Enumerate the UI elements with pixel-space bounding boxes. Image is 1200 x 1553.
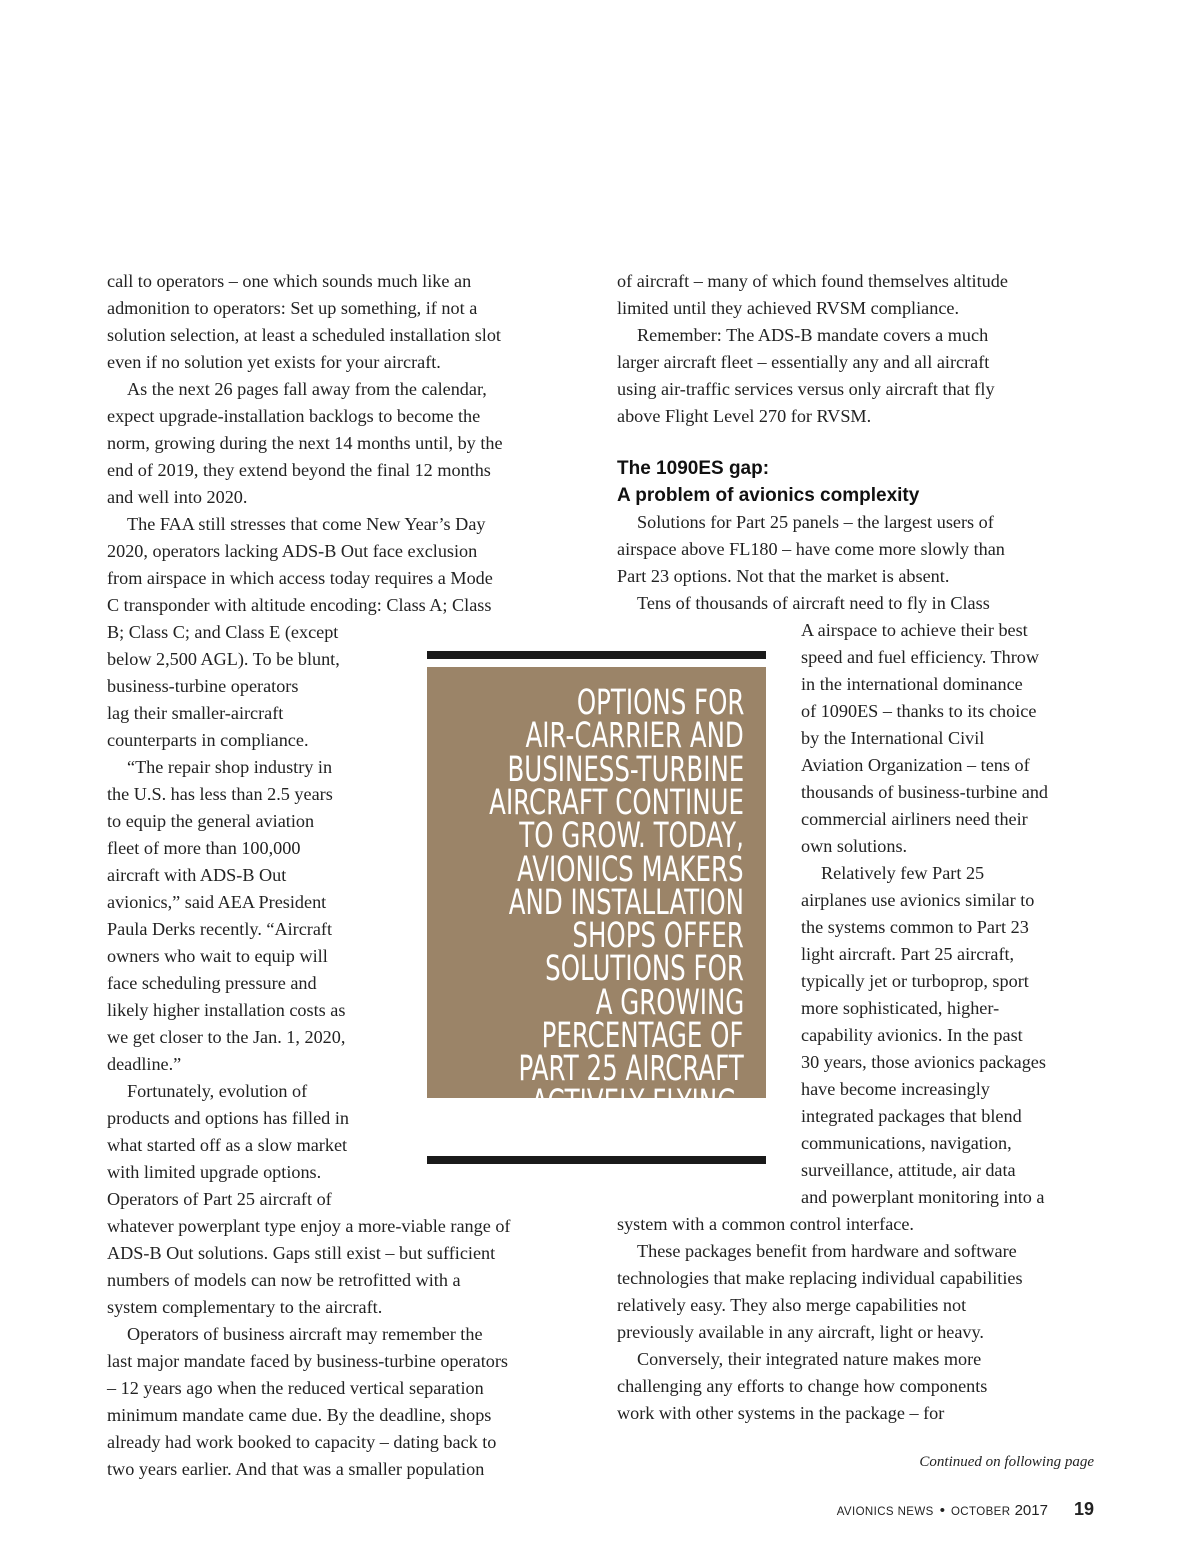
text-line: A airspace to achieve their best <box>801 620 1028 640</box>
text-line: Operators of Part 25 aircraft of <box>107 1189 332 1209</box>
text-line: minimum mandate came due. By the deadline, shops <box>107 1405 492 1425</box>
text-line: end of 2019, they extend beyond the final 12 months <box>107 460 491 480</box>
text-line: fleet of more than 100,000 <box>107 838 301 858</box>
text-line: B; Class C; and Class E (except <box>107 622 339 642</box>
text-line: As the next 26 pages fall away from the calendar, <box>127 379 487 399</box>
footer-separator: • <box>939 1502 945 1519</box>
text-line: system with a common control interface. <box>617 1214 914 1234</box>
text-line: we get closer to the Jan. 1, 2020, <box>107 1027 346 1047</box>
text-line: products and options has filled in <box>107 1108 349 1128</box>
text-line: likely higher installation costs as <box>107 1000 346 1020</box>
text-line: larger aircraft fleet – essentially any and all aircraft <box>617 352 990 372</box>
text-line: communications, navigation, <box>801 1133 1012 1153</box>
text-line: two years earlier. And that was a smaller population <box>107 1459 485 1479</box>
text-line: Operators of business aircraft may remember the <box>127 1324 483 1344</box>
text-line: Solutions for Part 25 panels – the largest users of <box>637 512 994 532</box>
text-line: solution selection, at least a scheduled installation slot <box>107 325 501 345</box>
text-line: the U.S. has less than 2.5 years <box>107 784 333 804</box>
text-line: and well into 2020. <box>107 487 248 507</box>
text-line: lag their smaller-aircraft <box>107 703 284 723</box>
text-line: of 1090ES – thanks to its choice <box>801 701 1037 721</box>
section-heading-line-2: A problem of avionics complexity <box>617 485 920 506</box>
footer-year: 2017 <box>1014 1502 1048 1519</box>
text-line: These packages benefit from hardware and software <box>637 1241 1017 1261</box>
text-line: deadline.” <box>107 1054 182 1074</box>
pull-quote-line: SOLUTIONS FOR <box>545 949 744 990</box>
text-line: norm, growing during the next 14 months until, by the <box>107 433 503 453</box>
text-line: more sophisticated, higher- <box>801 998 1000 1018</box>
text-line: challenging any efforts to change how components <box>617 1376 988 1396</box>
text-line: owners who wait to equip will <box>107 946 328 966</box>
text-line: have become increasingly <box>801 1079 990 1099</box>
pull-quote-line: TO GROW. TODAY, <box>519 816 744 857</box>
pull-quote-line: AND INSTALLATION <box>508 882 744 923</box>
text-line: limited until they achieved RVSM compliance. <box>617 298 960 318</box>
text-line: Part 23 options. Not that the market is absent. <box>617 566 950 586</box>
text-line: of aircraft – many of which found themselves altitude <box>617 271 1008 291</box>
text-line: airplanes use avionics similar to <box>801 890 1035 910</box>
pull-quote-line: PERCENTAGE OF <box>542 1016 744 1056</box>
text-line: to equip the general aviation <box>107 811 315 831</box>
text-line: with limited upgrade options. <box>107 1162 322 1182</box>
text-line: call to operators – one which sounds much like an <box>107 271 472 291</box>
pull-quote-line: PART 25 AIRCRAFT <box>518 1049 744 1090</box>
continued-note: Continued on following page <box>919 1454 1094 1470</box>
page-number: 19 <box>1073 1499 1094 1519</box>
text-line: Conversely, their integrated nature makes more <box>637 1349 982 1369</box>
text-line: surveillance, attitude, air data <box>801 1160 1016 1180</box>
pull-quote-line: AVIONICS MAKERS <box>517 849 744 890</box>
text-line: below 2,500 AGL). To be blunt, <box>107 649 340 669</box>
text-line: 30 years, those avionics packages <box>801 1052 1046 1072</box>
text-line: own solutions. <box>801 836 908 856</box>
text-line: The FAA still stresses that come New Year’s Day <box>127 514 486 534</box>
pull-quote <box>427 651 766 1164</box>
pull-quote-line: AIR-CARRIER AND <box>525 716 744 757</box>
text-line: light aircraft. Part 25 aircraft, <box>801 944 1015 964</box>
text-line: Relatively few Part 25 <box>821 863 985 883</box>
text-line: and powerplant monitoring into a <box>801 1187 1045 1207</box>
text-line: business-turbine operators <box>107 676 299 696</box>
text-line: what started off as a slow market <box>107 1135 348 1155</box>
text-line: 2020, operators lacking ADS-B Out face exclusion <box>107 541 478 561</box>
text-line: face scheduling pressure and <box>107 973 317 993</box>
text-line: last major mandate faced by business-turbine operators <box>107 1351 509 1371</box>
text-line: relatively easy. They also merge capabilities not <box>617 1295 967 1315</box>
page-footer <box>837 1497 1094 1524</box>
text-line: C transponder with altitude encoding: Class A; Class <box>107 595 492 615</box>
text-line: airspace above FL180 – have come more slowly than <box>617 539 1005 559</box>
text-line: previously available in any aircraft, light or heavy. <box>617 1322 984 1342</box>
text-line: the systems common to Part 23 <box>801 917 1029 937</box>
pull-quote-line: BUSINESS-TURBINE <box>507 749 744 790</box>
text-line: admonition to operators: Set up something, if not a <box>107 298 478 318</box>
pull-quote-top-rule <box>427 651 766 659</box>
text-line: aircraft with ADS-B Out <box>107 865 287 885</box>
text-line: typically jet or turboprop, sport <box>801 971 1029 991</box>
text-line: Fortunately, evolution of <box>127 1081 308 1101</box>
text-line: in the international dominance <box>801 674 1023 694</box>
text-line: numbers of models can now be retrofitted with a <box>107 1270 461 1290</box>
text-line: expect upgrade-installation backlogs to become the <box>107 406 481 426</box>
text-line: system complementary to the aircraft. <box>107 1297 383 1317</box>
text-line: above Flight Level 270 for RVSM. <box>617 406 872 426</box>
text-line: capability avionics. In the past <box>801 1025 1023 1045</box>
text-line: already had work booked to capacity – dating back to <box>107 1432 497 1452</box>
text-line: from airspace in which access today requires a Mode <box>107 568 493 588</box>
text-line: whatever powerplant type enjoy a more-viable range of <box>107 1216 511 1236</box>
text-line: ADS-B Out solutions. Gaps still exist – but sufficient <box>107 1243 496 1263</box>
pull-quote-line: AIRCRAFT CONTINUE <box>489 782 744 823</box>
text-line: Paula Derks recently. “Aircraft <box>107 919 333 939</box>
text-line: using air-traffic services versus only aircraft that fly <box>617 379 995 399</box>
text-line: technologies that make replacing individual capabilities <box>617 1268 1023 1288</box>
text-line: Tens of thousands of aircraft need to fly in Class <box>637 593 990 613</box>
text-line: even if no solution yet exists for your aircraft. <box>107 352 441 372</box>
text-line: thousands of business-turbine and <box>801 782 1049 802</box>
text-line: – 12 years ago when the reduced vertical separation <box>107 1378 484 1398</box>
section-heading-line-1: The 1090ES gap: <box>617 458 770 479</box>
text-line: “The repair shop industry in <box>127 757 333 777</box>
pull-quote-line: ACTIVELY FLYING. <box>531 1082 744 1123</box>
text-line: speed and fuel efficiency. Throw <box>801 647 1040 667</box>
text-line: counterparts in compliance. <box>107 730 309 750</box>
pull-quote-line: A GROWING <box>595 982 744 1023</box>
pull-quote-line: OPTIONS FOR <box>576 683 744 723</box>
text-line: integrated packages that blend <box>801 1106 1022 1126</box>
text-line: avionics,” said AEA President <box>107 892 327 912</box>
text-line: Remember: The ADS-B mandate covers a much <box>637 325 989 345</box>
text-line: commercial airliners need their <box>801 809 1028 829</box>
pull-quote-box <box>427 667 766 1123</box>
pull-quote-line: SHOPS OFFER <box>572 916 744 957</box>
footer-publication: AVIONICS NEWS <box>836 1506 934 1518</box>
pull-quote-bottom-rule <box>427 1156 766 1164</box>
text-line: work with other systems in the package – for <box>617 1403 945 1423</box>
footer-month: OCTOBER <box>950 1506 1011 1518</box>
text-line: by the International Civil <box>801 728 985 748</box>
text-line: Aviation Organization – tens of <box>801 755 1030 775</box>
